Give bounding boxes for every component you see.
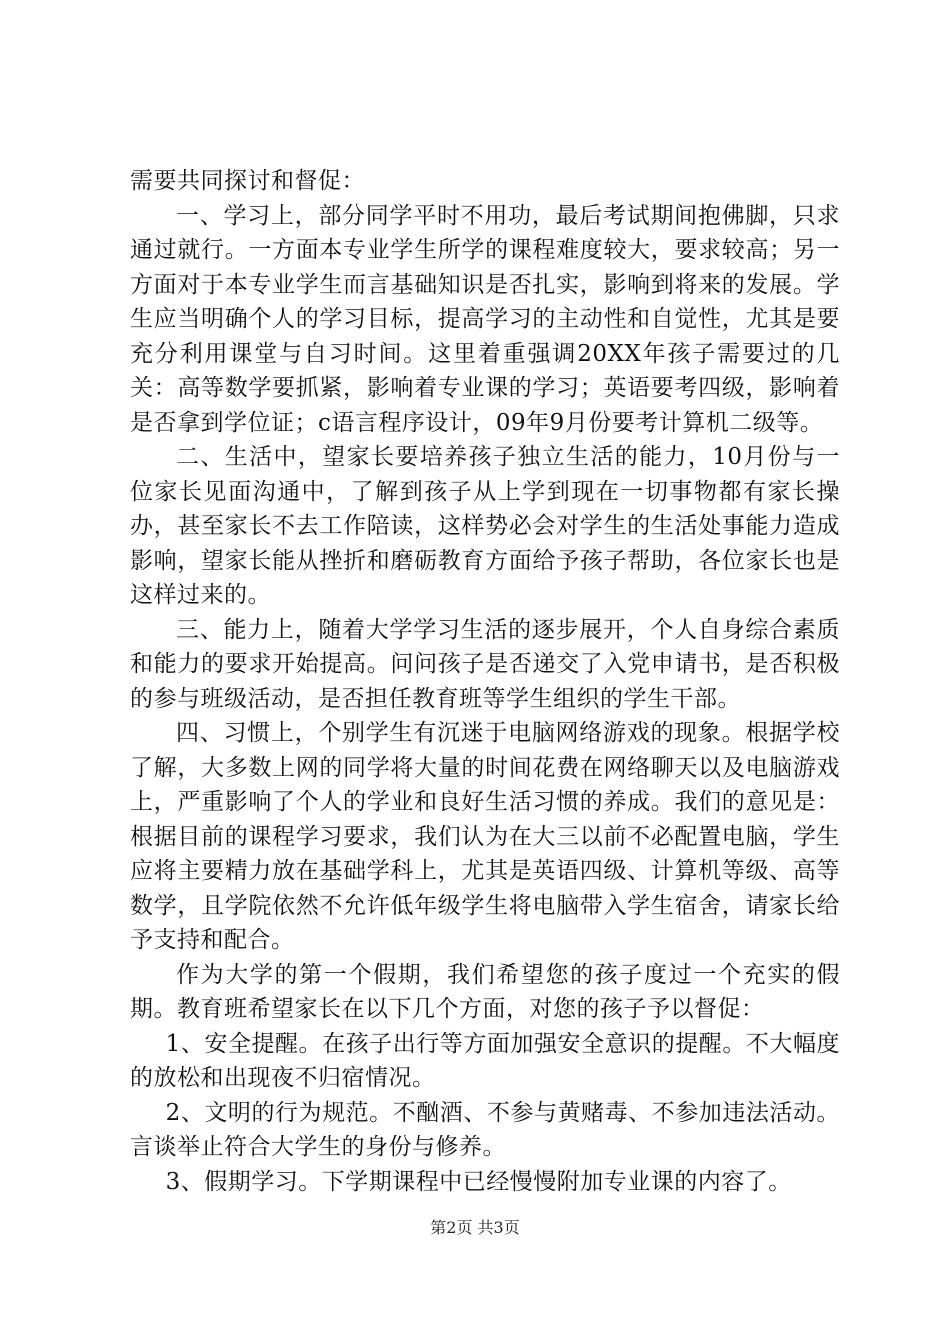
paragraph-habit: 四、习惯上，个别学生有沉迷于电脑网络游戏的现象。根据学校了解，大多数上网的同学将大量的时间花费在网络聊天以及电脑游戏上，严重影响了个人的学业和良好生活习惯的养成。我们的意见是：根据目前的课程学习要求，我们认为在大三以前不必配置电脑，学生应将主要精力放在基础学科上，尤其是英语四级、计算机等级、高等数学，且学院依然不允许低年级学生将电脑带入学生宿舍，请家长给予支持和配合。 xyxy=(130,720,840,953)
paragraph-ability: 三、能力上，随着大学学习生活的逐步展开，个人自身综合素质和能力的要求开始提高。问问孩子是否递交了入党申请书，是否积极的参与班级活动，是否担任教育班等学生组织的学生干部。 xyxy=(130,616,840,712)
intro-line: 需要共同探讨和督促： xyxy=(130,168,365,194)
list-item-safety: 1、安全提醒。在孩子出行等方面加强安全意识的提醒。不大幅度的放松和出现夜不归宿情况。 xyxy=(130,1030,840,1091)
list-item-conduct: 2、文明的行为规范。不酗酒、不参与黄赌毒、不参加违法活动。言谈举止符合大学生的身份与修养。 xyxy=(130,1099,840,1160)
paragraph-holiday: 作为大学的第一个假期，我们希望您的孩子度过一个充实的假期。教育班希望家长在以下几个方面，对您的孩子予以督促： xyxy=(130,961,840,1022)
document-body xyxy=(130,164,840,1199)
list-item-study: 3、假期学习。下学期课程中已经慢慢附加专业课的内容了。 xyxy=(165,1168,792,1195)
paragraph-life: 二、生活中，望家长要培养孩子独立生活的能力，10月份与一位家长见面沟通中，了解到孩子从上学到现在一切事物都有家长操办，甚至家长不去工作陪读，这样势必会对学生的生活处事能力造成影响，望家长能从挫折和磨砺教育方面给予孩子帮助，各位家长也是这样过来的。 xyxy=(130,444,840,608)
paragraph-study: 一、学习上，部分同学平时不用功，最后考试期间抱佛脚，只求通过就行。一方面本专业学生所学的课程难度较大，要求较高；另一方面对于本专业学生而言基础知识是否扎实，影响到将来的发展。学生应当明确个人的学习目标，提高学习的主动性和自觉性，尤其是要充分利用课堂与自习时间。这里着重强调20XX年孩子需要过的几关：高等数学要抓紧，影响着专业课的学习；英语要考四级，影响着是否拿到学位证；c语言程序设计，09年9月份要考计算机二级等。 xyxy=(130,202,840,436)
page-footer: 第2页 共3页 xyxy=(430,1218,520,1237)
